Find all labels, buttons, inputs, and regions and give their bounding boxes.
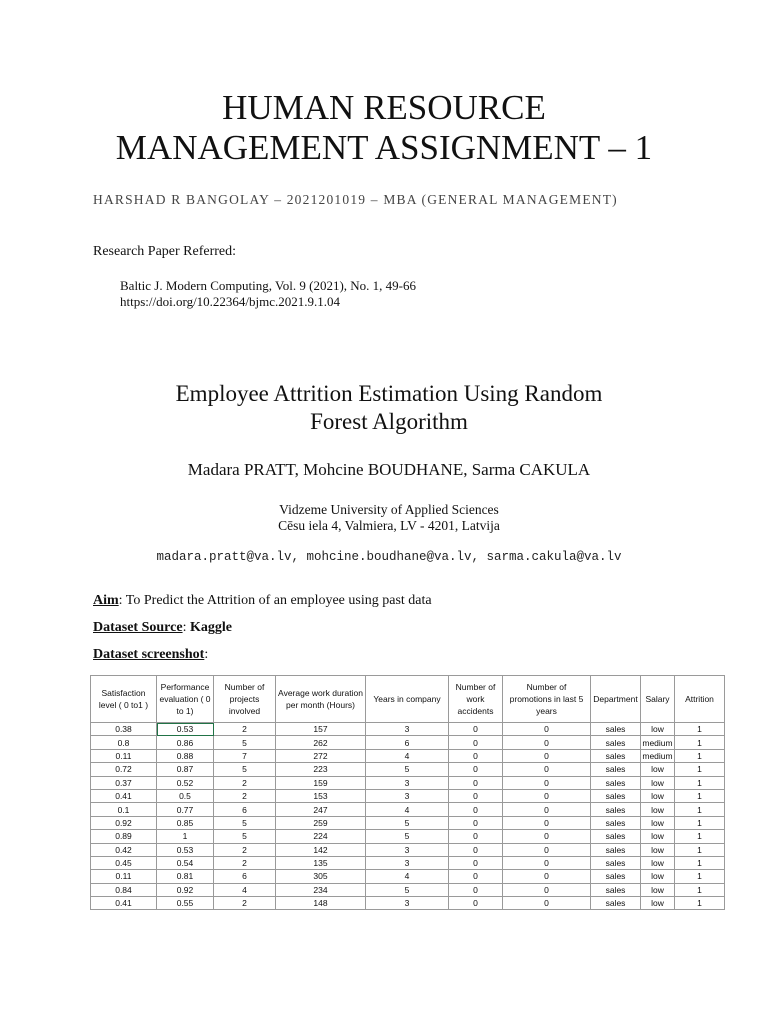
table-cell[interactable]: 2	[214, 723, 276, 736]
column-header: Performance evaluation ( 0 to 1)	[157, 676, 214, 723]
table-cell[interactable]: 0	[503, 763, 591, 776]
table-cell[interactable]: 0	[503, 843, 591, 856]
table-cell[interactable]: low	[641, 723, 675, 736]
table-cell[interactable]: 3	[366, 843, 449, 856]
column-header: Number of projects involved	[214, 676, 276, 723]
table-cell[interactable]: 0	[503, 870, 591, 883]
table-cell[interactable]: sales	[591, 897, 641, 910]
table-cell[interactable]: 0.84	[91, 883, 157, 896]
table-cell[interactable]: 153	[276, 789, 366, 802]
paper-title-line-1: Employee Attrition Estimation Using Random	[175, 381, 603, 406]
table-body	[91, 723, 725, 910]
page-title-line-2: MANAGEMENT ASSIGNMENT – 1	[115, 128, 653, 167]
table-cell[interactable]: low	[641, 843, 675, 856]
table-cell[interactable]: 159	[276, 776, 366, 789]
table-cell[interactable]: 6	[366, 736, 449, 749]
dataset-source-label: Dataset Source	[93, 620, 183, 635]
table-cell[interactable]: 0	[449, 803, 503, 816]
table-cell[interactable]: 1	[675, 830, 725, 843]
table-cell[interactable]: 1	[675, 843, 725, 856]
table-cell[interactable]: 0.37	[91, 776, 157, 789]
table-row	[91, 870, 725, 883]
table-cell[interactable]: 5	[366, 763, 449, 776]
table-cell[interactable]: low	[641, 897, 675, 910]
table-cell[interactable]: 2	[214, 843, 276, 856]
table-cell[interactable]: 0.42	[91, 843, 157, 856]
table-cell[interactable]: 1	[675, 897, 725, 910]
table-cell[interactable]: sales	[591, 736, 641, 749]
table-cell[interactable]: 3	[366, 789, 449, 802]
table-row	[91, 843, 725, 856]
table-cell[interactable]: 0.54	[157, 856, 214, 869]
table-cell[interactable]: 234	[276, 883, 366, 896]
table-cell[interactable]: low	[641, 856, 675, 869]
table-cell[interactable]: medium	[642, 750, 673, 761]
table-cell[interactable]: 6	[214, 803, 276, 816]
column-header: Average work duration per month (Hours)	[276, 676, 366, 723]
table-cell[interactable]: 0.53	[157, 843, 214, 856]
aim-statement	[93, 593, 432, 609]
table-cell[interactable]: 0.41	[91, 897, 157, 910]
table-cell[interactable]: 2	[214, 776, 276, 789]
table-cell[interactable]: 262	[276, 736, 366, 749]
table-row	[91, 776, 725, 789]
paper-authors: Madara PRATT, Mohcine BOUDHANE, Sarma CAKULA	[187, 460, 591, 479]
table-cell[interactable]: 0.45	[91, 856, 157, 869]
affiliation-line-1: Vidzeme University of Applied Sciences	[279, 502, 499, 517]
paper-affiliation	[0, 502, 768, 534]
table-row	[91, 883, 725, 896]
table-cell[interactable]: 5	[214, 736, 276, 749]
dataset-source-value: Kaggle	[189, 620, 232, 635]
table-cell[interactable]: 5	[214, 816, 276, 829]
table-cell[interactable]: 1	[675, 856, 725, 869]
table-cell[interactable]: sales	[591, 789, 641, 802]
table-cell[interactable]: 0.89	[91, 830, 157, 843]
dataset-screenshot-separator: :	[204, 647, 209, 662]
table-cell[interactable]: 1	[675, 749, 725, 762]
table-cell[interactable]: 5	[214, 830, 276, 843]
dataset-table	[90, 675, 725, 910]
citation-doi: https://doi.org/10.22364/bjmc.2021.9.1.04	[120, 294, 341, 309]
table-cell[interactable]: 223	[276, 763, 366, 776]
table-row	[91, 830, 725, 843]
table-cell[interactable]: 3	[366, 856, 449, 869]
table-cell[interactable]: 0.52	[157, 776, 214, 789]
table-cell[interactable]: 0.8	[91, 736, 157, 749]
table-cell[interactable]: 0	[503, 883, 591, 896]
dataset-source	[93, 620, 232, 636]
table-cell[interactable]: 6	[214, 870, 276, 883]
paper-title	[0, 380, 768, 436]
table-row	[91, 789, 725, 802]
table-cell[interactable]: 3	[366, 776, 449, 789]
table-cell[interactable]: 305	[276, 870, 366, 883]
table-cell[interactable]: low	[641, 763, 675, 776]
table-cell[interactable]: low	[641, 830, 675, 843]
table-cell[interactable]: 0.55	[157, 897, 214, 910]
aim-label: Aim	[93, 593, 119, 608]
table-row	[91, 803, 725, 816]
table-cell[interactable]: 3	[366, 723, 449, 736]
table-cell[interactable]: 0.77	[157, 803, 214, 816]
table-cell[interactable]: 0	[449, 776, 503, 789]
table-cell[interactable]: low	[641, 776, 675, 789]
table-cell[interactable]: 142	[276, 843, 366, 856]
table-cell[interactable]: 0	[503, 803, 591, 816]
table-cell[interactable]: 0	[449, 749, 503, 762]
aim-text: : To Predict the Attrition of an employee using past data	[118, 593, 432, 608]
table-cell[interactable]: 0	[503, 897, 591, 910]
table-cell[interactable]: 3	[366, 897, 449, 910]
table-cell[interactable]: 0.87	[157, 763, 214, 776]
table-cell[interactable]: 0	[449, 883, 503, 896]
table-cell[interactable]: 2	[214, 897, 276, 910]
table-cell[interactable]: 0.85	[157, 816, 214, 829]
column-header: Years in company	[366, 676, 449, 723]
table-cell[interactable]: low	[641, 803, 675, 816]
table-cell[interactable]: 1	[675, 870, 725, 883]
table-cell[interactable]: 5	[366, 816, 449, 829]
table-cell[interactable]: low	[641, 816, 675, 829]
table-cell[interactable]: 1	[675, 763, 725, 776]
table-cell[interactable]: 1	[675, 723, 725, 736]
table-cell[interactable]: 0.72	[91, 763, 157, 776]
dataset-screenshot-label: Dataset screenshot	[93, 647, 205, 662]
table-cell[interactable]: 4	[366, 870, 449, 883]
table-cell[interactable]: 0.88	[157, 749, 214, 762]
table-cell[interactable]: 0	[503, 736, 591, 749]
table-cell[interactable]: low	[641, 870, 675, 883]
table-cell[interactable]: 1	[675, 776, 725, 789]
table-cell[interactable]: sales	[591, 749, 641, 762]
table-row	[91, 723, 725, 736]
page-title	[0, 88, 768, 168]
citation-journal: Baltic J. Modern Computing, Vol. 9 (2021), No. 1, 49-66	[120, 278, 416, 293]
table-cell[interactable]: 0	[449, 830, 503, 843]
table-cell[interactable]: sales	[591, 843, 641, 856]
table-cell[interactable]: 5	[366, 830, 449, 843]
table-row	[91, 897, 725, 910]
table-cell[interactable]: 0	[449, 870, 503, 883]
table-cell[interactable]: 0	[449, 723, 503, 736]
table-header-row	[91, 676, 725, 723]
table-cell[interactable]: sales	[591, 776, 641, 789]
table-cell[interactable]: 0	[449, 856, 503, 869]
table-cell[interactable]: 0	[503, 723, 591, 736]
table-cell[interactable]: 0.38	[91, 723, 157, 736]
dataset-screenshot-heading	[93, 647, 208, 663]
table-cell[interactable]: 1	[675, 883, 725, 896]
table-cell[interactable]: 0.53	[157, 723, 214, 736]
column-header: Number of promotions in last 5 years	[503, 676, 591, 723]
table-cell[interactable]: 0	[449, 789, 503, 802]
column-header: Department	[591, 676, 641, 723]
table-cell[interactable]: 0.81	[157, 870, 214, 883]
table-cell[interactable]: 0.11	[91, 870, 157, 883]
table-cell[interactable]: sales	[591, 723, 641, 736]
table-cell[interactable]: sales	[591, 883, 641, 896]
table-cell[interactable]: 4	[214, 883, 276, 896]
table-cell[interactable]: 0	[503, 776, 591, 789]
table-cell[interactable]: 0	[449, 816, 503, 829]
table-cell[interactable]: 5	[214, 763, 276, 776]
table-cell[interactable]: 0.1	[91, 803, 157, 816]
page-title-line-1: HUMAN RESOURCE	[222, 88, 546, 127]
table-cell[interactable]: 1	[675, 736, 725, 749]
author-emails: madara.pratt@va.lv, mohcine.boudhane@va.lv, sarma.cakula@va.lv	[156, 550, 622, 564]
table-cell[interactable]: low	[641, 789, 675, 802]
table-cell[interactable]: 1	[157, 830, 214, 843]
column-header: Satisfaction level ( 0 to1 )	[91, 676, 157, 723]
table-cell[interactable]: sales	[591, 856, 641, 869]
table-cell[interactable]: 247	[276, 803, 366, 816]
table-cell[interactable]: 0	[449, 843, 503, 856]
table-cell[interactable]: 1	[675, 789, 725, 802]
table-cell[interactable]: 157	[276, 723, 366, 736]
table-cell[interactable]: 1	[675, 816, 725, 829]
table-row	[91, 856, 725, 869]
column-header: Number of work accidents	[449, 676, 503, 723]
table-cell[interactable]: 5	[366, 883, 449, 896]
table-cell[interactable]: 0	[503, 816, 591, 829]
table-cell[interactable]: 135	[276, 856, 366, 869]
table-cell[interactable]: 0	[449, 897, 503, 910]
table-cell[interactable]: 0.86	[157, 736, 214, 749]
table-cell[interactable]: sales	[591, 763, 641, 776]
table-row	[91, 763, 725, 776]
table-cell[interactable]: sales	[591, 816, 641, 829]
table-cell[interactable]: 259	[276, 816, 366, 829]
table-cell[interactable]: sales	[591, 803, 641, 816]
table-cell[interactable]: 0	[503, 856, 591, 869]
table-cell[interactable]: 0.11	[91, 749, 157, 762]
table-cell[interactable]: 4	[366, 749, 449, 762]
table-cell[interactable]: 0.92	[91, 816, 157, 829]
table-cell[interactable]: low	[641, 883, 675, 896]
column-header: Salary	[641, 676, 675, 723]
dataset-source-separator: :	[182, 620, 190, 635]
table-cell[interactable]: 224	[276, 830, 366, 843]
research-paper-label: Research Paper Referred:	[93, 244, 237, 259]
table-cell[interactable]: 148	[276, 897, 366, 910]
column-header: Attrition	[675, 676, 725, 723]
table-cell[interactable]: 0	[503, 749, 591, 762]
table-cell[interactable]: 0.5	[157, 789, 214, 802]
paper-title-line-2: Forest Algorithm	[310, 409, 468, 434]
table-cell[interactable]: sales	[591, 870, 641, 883]
table-cell[interactable]: 0	[503, 830, 591, 843]
author-subtitle: HARSHAD R BANGOLAY – 2021201019 – MBA (GENERAL MANAGEMENT)	[93, 192, 618, 207]
table-cell[interactable]: 7	[214, 749, 276, 762]
table-cell[interactable]: 2	[214, 789, 276, 802]
table-cell[interactable]: 0	[449, 736, 503, 749]
paper-citation	[120, 278, 416, 310]
table-cell[interactable]: sales	[591, 830, 641, 843]
table-row	[91, 736, 725, 749]
table-cell[interactable]: 0.92	[157, 883, 214, 896]
affiliation-line-2: Cēsu iela 4, Valmiera, LV - 4201, Latvija	[278, 518, 500, 533]
table-cell[interactable]: 0.41	[91, 789, 157, 802]
table-cell[interactable]: 4	[366, 803, 449, 816]
table-cell[interactable]: 2	[214, 856, 276, 869]
table-cell[interactable]: 272	[276, 749, 366, 762]
table-cell[interactable]: 0	[503, 789, 591, 802]
table-cell[interactable]: 1	[675, 803, 725, 816]
table-row	[91, 749, 725, 762]
table-cell[interactable]: medium	[642, 737, 673, 748]
table-row	[91, 816, 725, 829]
table-cell[interactable]: 0	[449, 763, 503, 776]
